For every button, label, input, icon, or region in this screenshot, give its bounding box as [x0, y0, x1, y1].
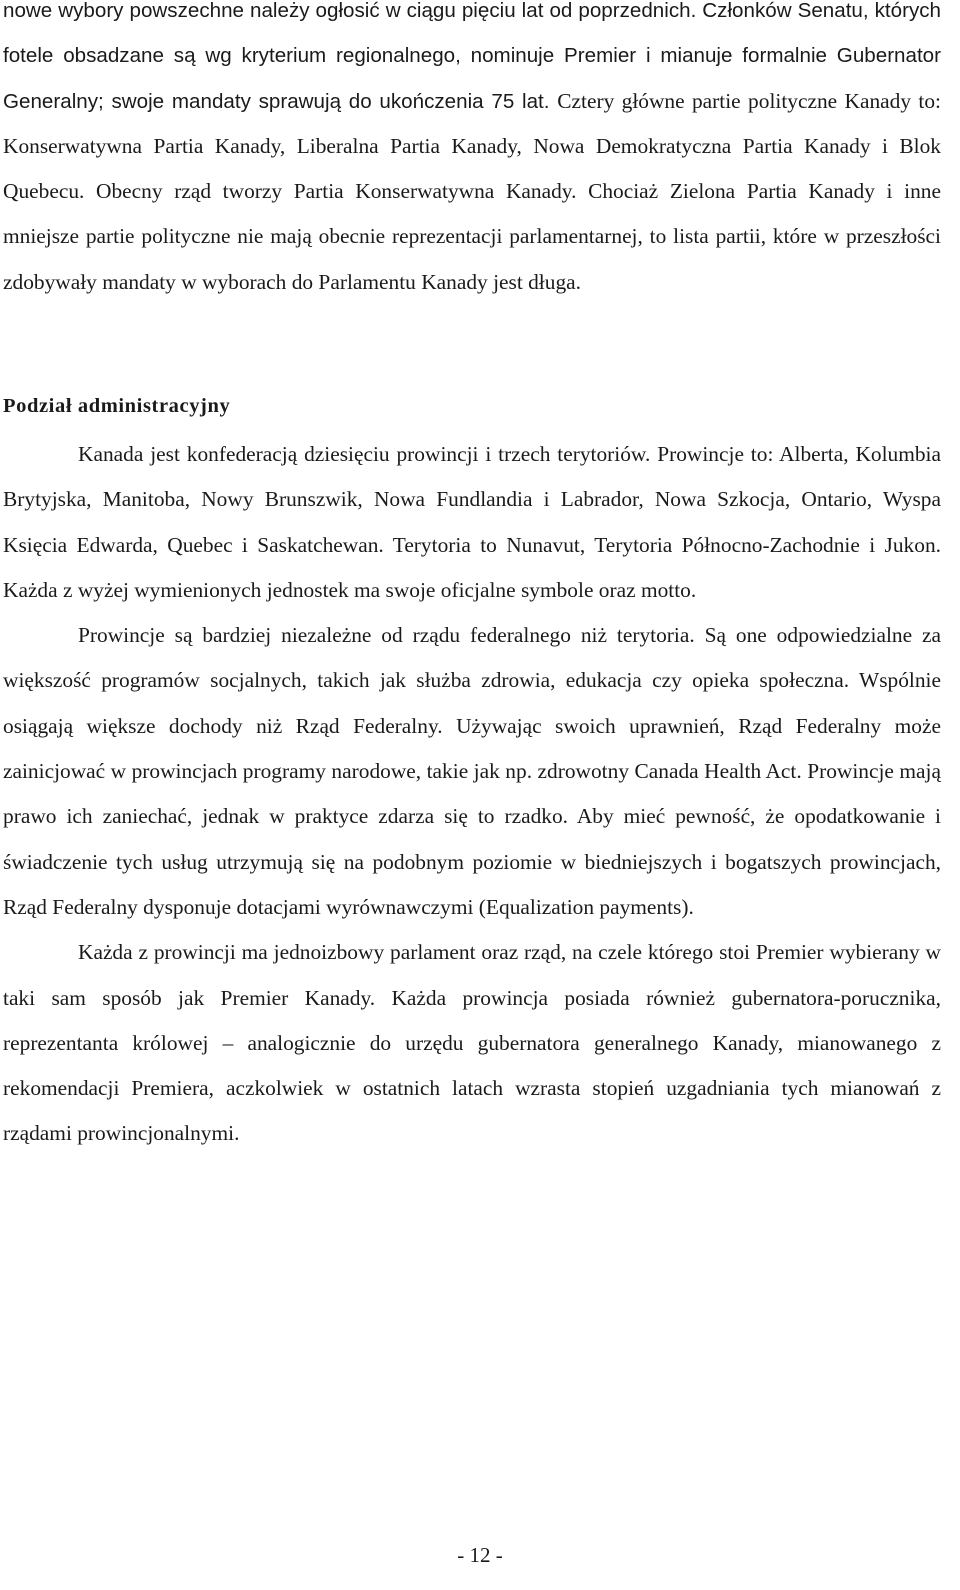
paragraph-provincial-government: Każda z prowincji ma jednoizbowy parlament oraz rząd, na czele którego stoi Premier wybierany w taki sam sposób jak Premier Kanady. Każda prowincja posiada również gubernatora-porucznika, reprezentanta królowej – analogicznie do urzędu gubernatora generalnego Kanady, mianowanego z rekomendacji Premiera, aczkolwiek w ostatnich latach wzrasta stopień uzgadniania tych mianowań z rządami prowincjonalnymi. [3, 940, 941, 1146]
paragraph-independence: Prowincje są bardziej niezależne od rządu federalnego niż terytoria. Są one odpowiedzialne za większość programów socjalnych, takich jak służba zdrowia, edukacja czy opieka społeczna. Wspólnie osiągają większe dochody niż Rząd Federalny. Używając swoich uprawnień, Rząd Federalny może zainicjować w prowincjach programy narodowe, takie jak np. zdrowotny Canada Health Act. Prowincje mają prawo ich zaniechać, jednak w praktyce zdarza się to rzadko. Aby mieć pewność, że opodatkowanie i świadczenie tych usług utrzymują się na podobnym poziomie w biedniejszych i bogatszych prowincjach, Rząd Federalny dysponuje dotacjami wyrównawczymi (Equalization payments). [3, 623, 941, 919]
intro-paragraph [3, 0, 941, 305]
body-paragraphs [3, 432, 941, 1157]
intro-serif-text: Cztery główne partie polityczne Kanady to: Konserwatywna Partia Kanady, Liberalna Partia Kanady, Nowa Demokratyczna Partia Kanady i Blok Quebecu. Obecny rząd tworzy Partia Konserwatywna Kanady. Chociaż Zielona Partia Kanady i inne mniejsze partie polityczne nie mają obecnie reprezentacji parlamentarnej, to lista partii, które w przeszłości zdobywały mandaty w wyborach do Parlamentu Kanady jest długa. [3, 88, 941, 294]
paragraph-provinces: Kanada jest konfederacją dziesięciu prowincji i trzech terytoriów. Prowincje to: Alberta, Kolumbia Brytyjska, Manitoba, Nowy Brunszwik, Nowa Fundlandia i Labrador, Nowa Szkocja, Ontario, Wyspa Księcia Edwarda, Quebec i Saskatchewan. Terytoria to Nunavut, Terytoria Północno-Zachodnie i Jukon. Każda z wyżej wymienionych jednostek ma swoje oficjalne symbole oraz motto. [3, 442, 941, 602]
intro-sans-text: nowe wybory powszechne należy ogłosić w ciągu pięciu lat od poprzednich. Członków Senatu, których fotele obsadzane są wg kryterium regionalnego, nominuje Premier i mianuje formalnie Gubernator Generalny; swoje mandaty sprawują do ukończenia 75 lat. [3, 0, 941, 113]
page-number: - 12 - [457, 1543, 503, 1567]
section-heading: Podział administracyjny [3, 395, 231, 417]
